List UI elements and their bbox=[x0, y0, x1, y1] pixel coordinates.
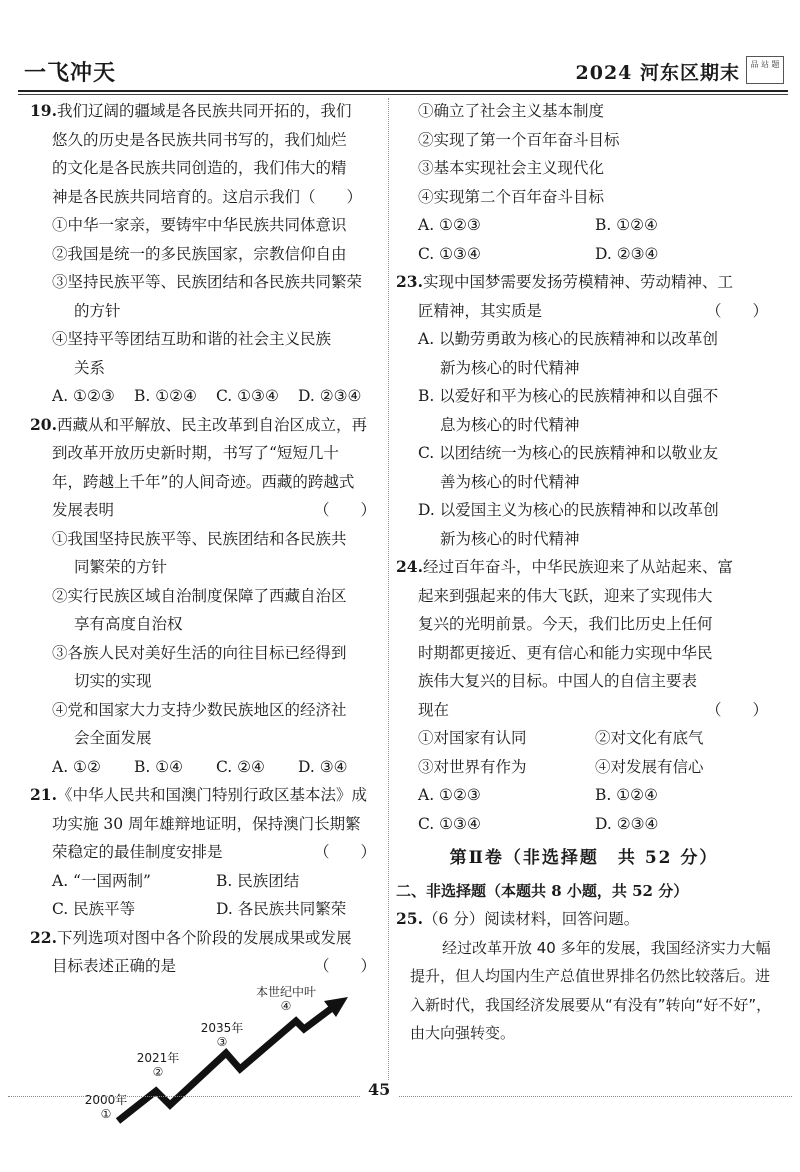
stage-year: 本世纪中叶 bbox=[255, 984, 316, 999]
question-20 bbox=[30, 411, 380, 782]
question-stem-line: 《中华人民共和国澳门特别行政区基本法》成 bbox=[56, 786, 367, 804]
question-stem-line: 目标表述正确的是 bbox=[52, 957, 177, 975]
stage-mark: ① bbox=[100, 1106, 112, 1121]
option-b[interactable]: B. ①②④ bbox=[595, 216, 658, 234]
answer-options bbox=[30, 382, 380, 411]
right-column bbox=[396, 97, 772, 1048]
question-stem-line: 悠久的历史是各民族共同书写的，我们灿烂 bbox=[52, 130, 347, 149]
statement-item: ④实现第二个百年奋斗目标 bbox=[418, 187, 605, 206]
statement-item: ①对国家有认同 bbox=[418, 729, 527, 747]
question-22-continued bbox=[396, 97, 772, 268]
question-stem: （6 分）阅读材料，回答问题。 bbox=[422, 910, 640, 928]
stage-mark: ② bbox=[152, 1064, 164, 1079]
question-stem-line: 现在 bbox=[418, 700, 450, 719]
question-21 bbox=[30, 781, 380, 924]
option-d[interactable]: D. ②③④ bbox=[595, 244, 659, 263]
question-stem-line: 发展表明 bbox=[52, 501, 115, 519]
answer-options bbox=[396, 810, 772, 839]
question-stem-line: 年，跨越上千年”的人间奇迹。西藏的跨越式 bbox=[52, 472, 355, 491]
option-d[interactable]: D. ③④ bbox=[298, 757, 348, 776]
question-19 bbox=[30, 97, 380, 411]
statement-item: ②实现了第一个百年奋斗目标 bbox=[418, 130, 620, 149]
answer-options bbox=[30, 753, 380, 782]
option-c[interactable]: C. 民族平等 bbox=[52, 900, 136, 918]
statement-item-cont: 同繁荣的方针 bbox=[74, 558, 168, 576]
option-a[interactable]: A. ①②③ bbox=[52, 387, 115, 405]
column-divider bbox=[388, 98, 389, 1090]
option-c[interactable]: C. 以团结统一为核心的民族精神和以敬业友 bbox=[418, 444, 719, 462]
option-d[interactable]: D. ②③④ bbox=[595, 814, 659, 833]
stage-3 bbox=[194, 1021, 250, 1049]
question-stem-last bbox=[30, 838, 380, 867]
statement-item: ①确立了社会主义基本制度 bbox=[418, 102, 605, 120]
option-b-cont: 息为核心的时代精神 bbox=[440, 415, 580, 434]
answer-blank[interactable]: （ ） bbox=[705, 301, 768, 320]
option-d[interactable]: D. 以爱国主义为核心的民族精神和以改革创 bbox=[418, 501, 719, 519]
exam-title: 2024 河东区期末 bbox=[575, 62, 740, 84]
question-stem-line: 功实施 30 周年雄辩地证明，保持澳门长期繁 bbox=[52, 814, 361, 833]
page-footer bbox=[0, 1078, 800, 1118]
statement-item-cont: 的方针 bbox=[74, 301, 121, 320]
option-b[interactable]: B. ①②④ bbox=[595, 786, 658, 804]
question-stem-line: 起来到强起来的伟大飞跃，迎来了实现伟大 bbox=[418, 586, 713, 605]
question-stem-line: 实现中国梦需要发扬劳模精神、劳动精神、工 bbox=[422, 273, 733, 291]
statement-item: ③坚持民族平等、民族团结和各民族共同繁荣 bbox=[52, 273, 363, 291]
question-23 bbox=[396, 268, 772, 553]
stage-4 bbox=[246, 985, 326, 1013]
question-stem-line: 我们辽阔的疆域是各民族共同开拓的，我们 bbox=[56, 102, 352, 120]
question-stem-line: 西藏从和平解放、民主改革到自治区成立，再 bbox=[56, 415, 367, 434]
statement-item-cont: 关系 bbox=[74, 358, 106, 377]
stage-year: 2035年 bbox=[200, 1020, 244, 1035]
option-d[interactable]: D. ②③④ bbox=[298, 387, 362, 405]
stage-year: 2000年 bbox=[84, 1092, 128, 1107]
statement-items bbox=[396, 724, 772, 753]
question-25 bbox=[396, 905, 772, 1048]
answer-blank[interactable]: （ ） bbox=[313, 843, 376, 861]
question-number: 24. bbox=[396, 557, 423, 576]
answer-options bbox=[30, 867, 380, 896]
answer-options bbox=[396, 240, 772, 269]
left-column bbox=[30, 97, 380, 1133]
page-header bbox=[18, 50, 788, 88]
option-a[interactable]: A. “一国两制” bbox=[52, 871, 151, 890]
statement-item: ③基本实现社会主义现代化 bbox=[418, 159, 605, 177]
option-a[interactable]: A. 以勤劳勇敢为核心的民族精神和以改革创 bbox=[418, 330, 719, 348]
question-number: 20. bbox=[30, 414, 57, 434]
question-stem-line: 神是各民族共同培育的。这启示我们（ ） bbox=[52, 187, 363, 206]
answer-blank[interactable]: （ ） bbox=[705, 700, 768, 719]
option-c[interactable]: C. ①③④ bbox=[418, 244, 481, 263]
reading-material: 经过改革开放 40 多年的发展，我国经济实力大幅提升，但人均国内生产总值世界排名仍然比较落后。进入新时代，我国经济发展要从“有没有”转向“好不好”，由大向强转变。 bbox=[410, 938, 772, 1042]
option-d-cont: 新为核心的时代精神 bbox=[440, 529, 580, 548]
answer-options bbox=[396, 211, 772, 240]
statement-item-cont: 切实的实现 bbox=[74, 672, 152, 690]
question-stem-line: 下列选项对图中各个阶段的发展成果或发展 bbox=[56, 928, 352, 947]
question-number: 21. bbox=[30, 785, 57, 804]
option-a[interactable]: A. ①② bbox=[52, 757, 101, 776]
stage-mark: ④ bbox=[280, 998, 292, 1013]
option-a-cont: 新为核心的时代精神 bbox=[440, 358, 580, 377]
statement-item: ①中华一家亲，要铸牢中华民族共同体意识 bbox=[52, 216, 347, 234]
option-c[interactable]: C. ②④ bbox=[216, 757, 265, 776]
statement-item: ②对文化有底气 bbox=[595, 729, 704, 747]
statement-item-cont: 会全面发展 bbox=[74, 729, 152, 747]
stage-mark: ③ bbox=[216, 1034, 228, 1049]
stage-year: 2021年 bbox=[136, 1050, 180, 1065]
footer-rule bbox=[8, 1096, 792, 1097]
question-number: 25. bbox=[396, 909, 423, 928]
answer-blank[interactable]: （ ） bbox=[313, 957, 376, 975]
option-b[interactable]: B. 以爱好和平为核心的民族精神和以自强不 bbox=[418, 387, 719, 405]
question-stem-line: 的文化是各民族共同创造的，我们伟大的精 bbox=[52, 159, 347, 177]
option-b[interactable]: B. 民族团结 bbox=[216, 871, 300, 890]
statement-item: ①我国坚持民族平等、民族团结和各民族共 bbox=[52, 529, 347, 548]
question-stem-last bbox=[30, 496, 380, 525]
statement-item: ③各族人民对美好生活的向往目标已经得到 bbox=[52, 643, 347, 662]
section-title: 第Ⅱ卷（非选择题 共 52 分） bbox=[449, 848, 719, 868]
section-subtitle: 二、非选择题（本题共 8 小题，共 52 分） bbox=[396, 881, 689, 900]
statement-item: ④对发展有信心 bbox=[595, 757, 704, 776]
question-stem-line: 族伟大复兴的目标。中国人的自信主要表 bbox=[418, 672, 698, 690]
option-d[interactable]: D. 各民族共同繁荣 bbox=[216, 900, 347, 918]
statement-items bbox=[396, 753, 772, 782]
option-a[interactable]: A. ①②③ bbox=[418, 786, 481, 804]
question-24 bbox=[396, 553, 772, 838]
question-stem-last bbox=[396, 696, 772, 725]
stage-2 bbox=[130, 1051, 186, 1079]
statement-item: ③对世界有作为 bbox=[418, 757, 527, 776]
question-stem-line: 时期都更接近、更有信心和能力实现中华民 bbox=[418, 643, 713, 662]
statement-item: ④党和国家大力支持少数民族地区的经济社 bbox=[52, 700, 347, 719]
header-stamp: 品 站 题 bbox=[746, 56, 784, 84]
answer-blank[interactable]: （ ） bbox=[313, 501, 376, 519]
header-rule bbox=[18, 90, 788, 92]
statement-item: ④坚持平等团结互助和谐的社会主义民族 bbox=[52, 330, 332, 348]
question-stem-line: 荣稳定的最佳制度安排是 bbox=[52, 843, 223, 861]
option-c[interactable]: C. ①③④ bbox=[418, 814, 481, 833]
statement-item: ②我国是统一的多民族国家，宗教信仰自由 bbox=[52, 244, 347, 263]
option-b[interactable]: B. ①②④ bbox=[134, 387, 197, 405]
option-c[interactable]: C. ①③④ bbox=[216, 387, 279, 405]
question-stem-line: 经过百年奋斗，中华民族迎来了从站起来、富 bbox=[422, 558, 733, 576]
option-b[interactable]: B. ①④ bbox=[134, 757, 184, 776]
question-number: 19. bbox=[30, 101, 57, 120]
question-number: 23. bbox=[396, 272, 423, 291]
statement-item: ②实行民族区域自治制度保障了西藏自治区 bbox=[52, 586, 347, 605]
question-stem-line: 匠精神，其实质是 bbox=[418, 301, 543, 320]
statement-item-cont: 享有高度自治权 bbox=[74, 615, 183, 633]
answer-options bbox=[396, 781, 772, 810]
page-number: 45 bbox=[360, 1080, 398, 1099]
brand-logo: 一飞冲天 bbox=[24, 61, 117, 86]
header-rule-thin bbox=[18, 94, 788, 95]
question-stem-last bbox=[30, 952, 380, 981]
option-c-cont: 善为核心的时代精神 bbox=[440, 472, 580, 491]
question-stem-line: 复兴的光明前景。今天，我们比历史上任何 bbox=[418, 615, 713, 633]
question-stem-line: 到改革开放历史新时期，书写了“短短几十 bbox=[52, 444, 339, 462]
answer-options bbox=[30, 895, 380, 924]
question-stem-last bbox=[396, 297, 772, 326]
option-a[interactable]: A. ①②③ bbox=[418, 216, 481, 234]
question-number: 22. bbox=[30, 927, 57, 947]
